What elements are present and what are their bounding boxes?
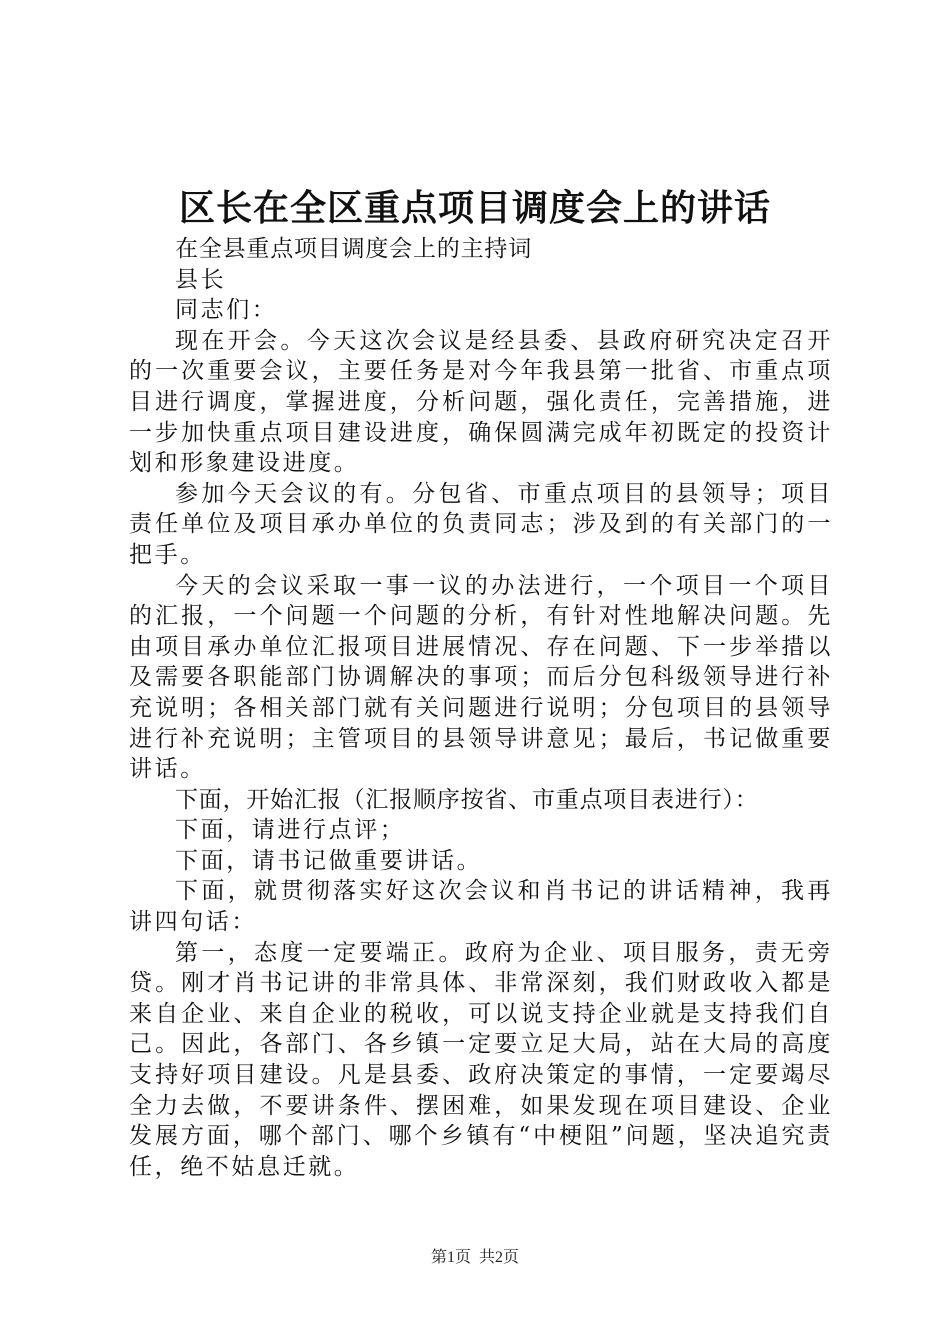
paragraph-salutation: 同志们： bbox=[175, 297, 278, 324]
page-number: 第1页 bbox=[430, 1249, 471, 1266]
document-title: 区长在全区重点项目调度会上的讲话 bbox=[178, 187, 771, 229]
paragraph-opening: 现在开会。今天这次会议是经县委、县政府研究决定召开的一次重要会议，主要任务是对今年我县第一批省、市重点项目进行调度，掌握进度，分析问题，强化责任，完善措施，进一步加快重点项目建设进度，确保圆满完成年初既定的投资计划和形象建设进度。 bbox=[129, 327, 833, 477]
paragraph-subtitle: 在全县重点项目调度会上的主持词 bbox=[175, 236, 532, 262]
paragraph-report-start: 下面，开始汇报（汇报顺序按省、市重点项目表进行）： bbox=[175, 786, 759, 813]
paragraph-four-points: 下面，就贯彻落实好这次会议和肖书记的讲话精神，我再讲四句话： bbox=[129, 878, 833, 936]
paragraph-procedure: 今天的会议采取一事一议的办法进行，一个项目一个项目的汇报，一个问题一个问题的分析，有针对性地解决问题。先由项目承办单位汇报项目进展情况、存在问题、下一步举措以及需要各职能部门协调解决的事项；而后分包科级领导进行补充说明；各相关部门就有关问题进行说明；分包项目的县领导进行补充说明；主管项目的县领导讲意见；最后，书记做重要讲话。 bbox=[129, 572, 833, 783]
paragraph-review: 下面，请进行点评； bbox=[175, 817, 406, 844]
page-total: 共2页 bbox=[479, 1249, 520, 1266]
document-body bbox=[129, 234, 833, 1182]
page-footer bbox=[0, 1244, 950, 1267]
paragraph-point-one: 第一，态度一定要端正。政府为企业、项目服务，责无旁贷。刚才肖书记讲的非常具体、非常深刻，我们财政收入都是来自企业、来自企业的税收，可以说支持企业就是支持我们自己。因此，各部门、各乡镇一定要立足大局，站在大局的高度支持好项目建设。凡是县委、政府决策定的事情，一定要竭尽全力去做，不要讲条件、摆困难，如果发现在项目建设、企业发展方面，哪个部门、哪个乡镇有“中梗阻”问题，坚决追究责任，绝不姑息迁就。 bbox=[129, 939, 833, 1180]
paragraph-secretary-speech: 下面，请书记做重要讲话。 bbox=[175, 847, 483, 874]
paragraph-attendees: 参加今天会议的有。分包省、市重点项目的县领导；项目责任单位及项目承办单位的负责同志；涉及到的有关部门的一把手。 bbox=[129, 480, 833, 568]
paragraph-speaker: 县长 bbox=[175, 266, 227, 293]
